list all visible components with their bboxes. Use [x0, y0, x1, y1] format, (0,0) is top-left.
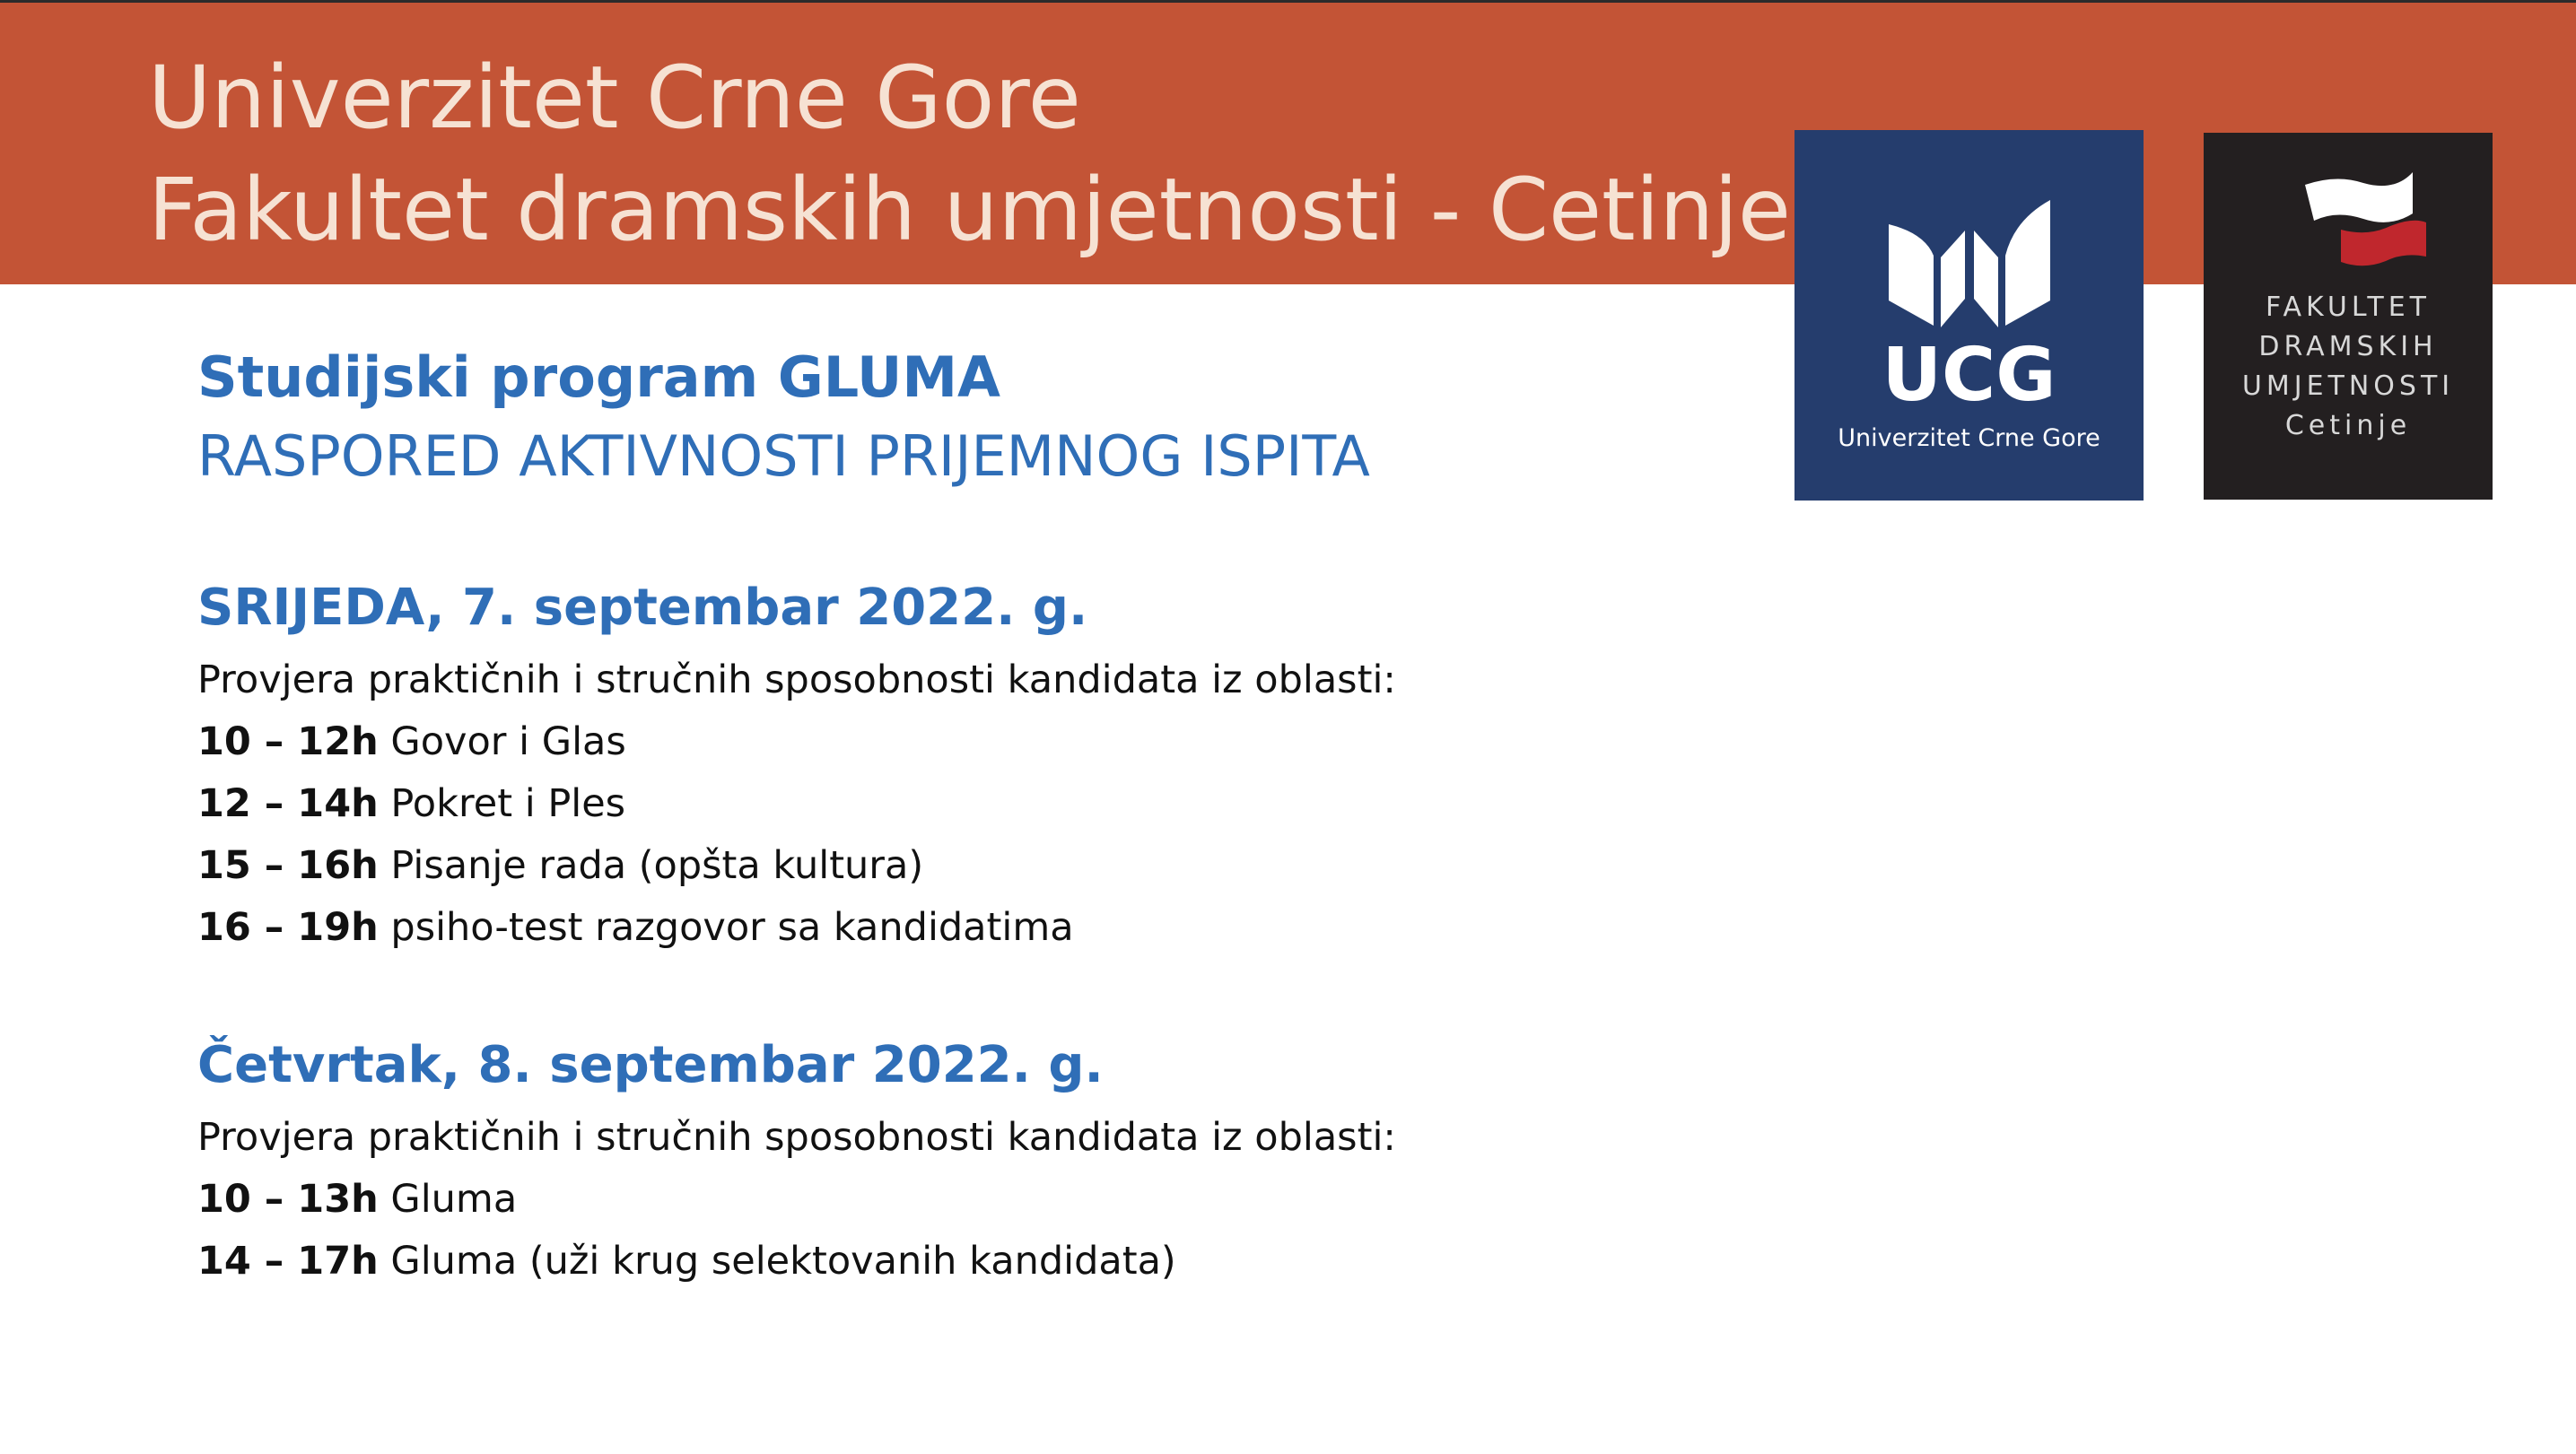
fdu-logo — [2204, 133, 2493, 500]
slot-time: 14 – 17h — [197, 1239, 379, 1284]
slot-activity: Gluma — [390, 1177, 518, 1222]
slot-time: 16 – 19h — [197, 905, 379, 950]
ucg-full-name: Univerzitet Crne Gore — [1838, 424, 2100, 452]
schedule-slot — [197, 781, 626, 826]
header-faculty-name: Fakultet dramskih umjetnosti - Cetinje — [148, 160, 1791, 260]
schedule-slot — [197, 905, 1074, 950]
day-intro: Provjera praktičnih i stručnih sposobnosti kandidata iz oblasti: — [197, 657, 1396, 702]
program-subtitle: RASPORED AKTIVNOSTI PRIJEMNOG ISPITA — [197, 423, 1370, 489]
fdu-text-line: UMJETNOSTI — [2241, 370, 2455, 402]
slot-activity: psiho-test razgovor sa kandidatima — [390, 905, 1074, 950]
slot-activity: Pisanje rada (opšta kultura) — [390, 843, 924, 888]
header-band — [0, 3, 2576, 284]
ucg-logo — [1794, 130, 2144, 501]
header-university-name: Univerzitet Crne Gore — [148, 48, 1081, 148]
slot-activity: Govor i Glas — [390, 719, 626, 764]
schedule-slot — [197, 1239, 1176, 1284]
slot-time: 10 – 12h — [197, 719, 379, 764]
day-title: Četvrtak, 8. septembar 2022. g. — [197, 1036, 1104, 1094]
schedule-slot — [197, 843, 924, 888]
slot-activity: Gluma (uži krug selektovanih kandidata) — [390, 1239, 1176, 1284]
fdu-text-line: FAKULTET — [2265, 292, 2432, 323]
slot-activity: Pokret i Ples — [390, 781, 626, 826]
slot-time: 10 – 13h — [197, 1177, 379, 1222]
program-title: Studijski program GLUMA — [197, 344, 1001, 410]
slot-time: 15 – 16h — [197, 843, 379, 888]
schedule-slot — [197, 1177, 518, 1222]
slot-time: 12 – 14h — [197, 781, 379, 826]
open-book-icon — [1880, 193, 2059, 336]
curtain-flags-icon — [2301, 167, 2435, 274]
day-title: SRIJEDA, 7. septembar 2022. g. — [197, 579, 1088, 637]
fdu-text-line: DRAMSKIH — [2258, 331, 2438, 362]
schedule-slot — [197, 719, 626, 764]
day-intro: Provjera praktičnih i stručnih sposobnosti kandidata iz oblasti: — [197, 1115, 1396, 1160]
fdu-text-line: Cetinje — [2284, 410, 2412, 441]
ucg-abbreviation: UCG — [1882, 333, 2056, 418]
